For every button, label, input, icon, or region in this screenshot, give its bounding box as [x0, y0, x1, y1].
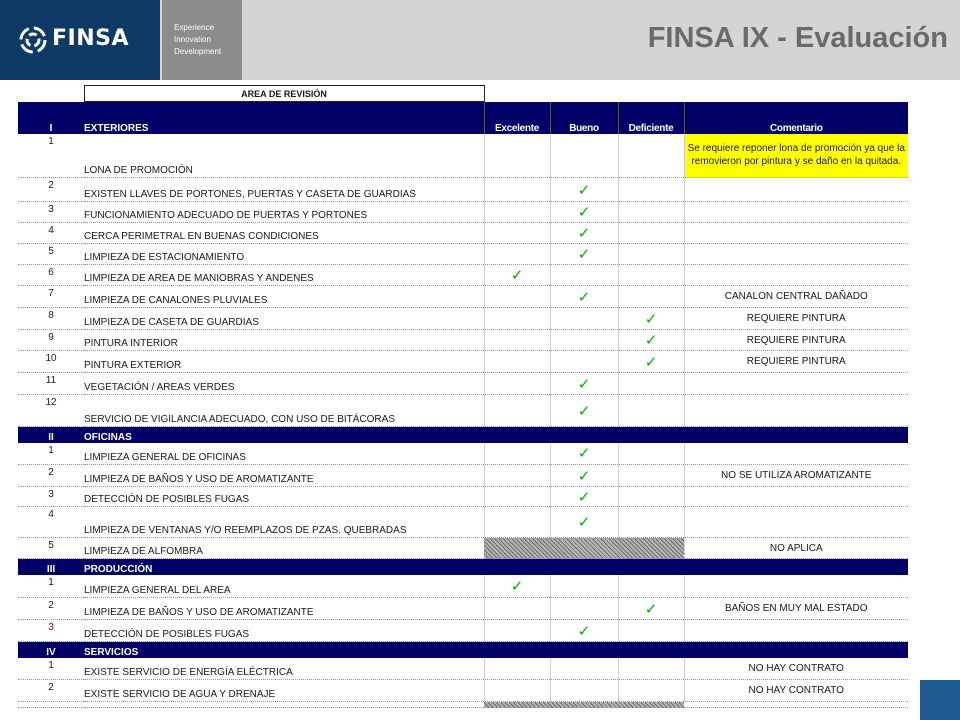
rating-cell-deficiente: [618, 395, 684, 427]
rating-cell-bueno: [550, 351, 618, 373]
item-description: EXISTE SERVICIO DE AGUA Y DRENAJE: [84, 680, 484, 702]
rating-cell-bueno: [550, 178, 618, 202]
item-number: 11: [18, 373, 84, 395]
item-comment: BAÑOS EN MUY MAL ESTADO: [684, 598, 908, 620]
check-icon: ✓: [577, 445, 591, 463]
not-applicable-cell: [484, 538, 684, 559]
item-description: EXISTE SERVICIO DE ENERGÍA ELÉCTRICA: [84, 658, 484, 680]
table-row: [18, 658, 908, 680]
table-row: [18, 286, 908, 308]
rating-cell-excelente: [484, 178, 550, 202]
item-comment: REQUIERE PINTURA: [684, 308, 908, 330]
rating-cell-deficiente: [618, 658, 684, 680]
item-number: 4: [18, 507, 84, 538]
item-number: 1: [18, 443, 84, 465]
table-row: [18, 465, 908, 487]
rating-cell-bueno: [550, 308, 618, 330]
rating-cell-deficiente: [618, 620, 684, 642]
rating-cell-bueno: [550, 202, 618, 223]
rating-cell-excelente: [484, 286, 550, 308]
item-comment: [684, 620, 908, 642]
check-icon: ✓: [577, 204, 591, 221]
rating-cell-bueno: [550, 507, 618, 538]
rating-cell-excelente: [484, 202, 550, 223]
rating-cell-excelente: [484, 575, 550, 598]
table-row: [18, 308, 908, 330]
item-description: LIMPIEZA DE CANALONES PLUVIALES: [84, 286, 484, 308]
item-description: VEGETACIÓN / AREAS VERDES: [84, 373, 484, 395]
item-description: LIMPIEZA DE VENTANAS Y/O REEMPLAZOS DE PZAS. QUEBRADAS: [84, 507, 484, 538]
item-comment: [684, 373, 908, 395]
check-icon: ✓: [644, 310, 658, 328]
item-comment: [684, 487, 908, 507]
table-row: [18, 620, 908, 642]
rating-cell-deficiente: [618, 598, 684, 620]
check-icon: ✓: [510, 267, 524, 284]
item-number: 7: [18, 286, 84, 308]
hatched-strip: [484, 702, 684, 708]
item-comment: [684, 575, 908, 598]
item-description: LIMPIEZA GENERAL DEL AREA: [84, 575, 484, 598]
item-number: 5: [18, 538, 84, 559]
rating-cell-excelente: [484, 373, 550, 395]
section-number: IV: [18, 642, 84, 658]
item-comment: NO HAY CONTRATO: [684, 680, 908, 702]
rating-cell-bueno: [550, 244, 618, 265]
rating-cell-deficiente: [618, 223, 684, 244]
rating-cell-bueno: [550, 443, 618, 465]
check-icon: ✓: [577, 467, 591, 485]
logo-text: FINSA: [52, 26, 129, 51]
item-comment: NO SE UTILIZA AROMATIZANTE: [684, 465, 908, 487]
item-comment: [684, 202, 908, 223]
item-number: 2: [18, 178, 84, 202]
tagline: [174, 22, 221, 58]
column-header-comentario: Comentario: [684, 102, 908, 134]
column-header-deficiente: Deficiente: [618, 102, 684, 134]
item-comment: REQUIERE PINTURA: [684, 351, 908, 373]
section-title: SERVICIOS: [84, 642, 484, 658]
rating-cell-deficiente: [618, 134, 684, 178]
rating-cell-deficiente: [618, 202, 684, 223]
item-description: LIMPIEZA DE BAÑOS Y USO DE AROMATIZANTE: [84, 598, 484, 620]
rating-cell-bueno: [550, 487, 618, 507]
evaluation-table: [18, 85, 908, 708]
item-comment: Se requiere reponer lona de promoción ya que la removieron por pintura y se daño en la quitada.: [684, 134, 908, 178]
rating-cell-deficiente: [618, 286, 684, 308]
section-row: [18, 427, 908, 443]
section-row: [18, 642, 908, 658]
rating-cell-bueno: [550, 575, 618, 598]
item-number: 1: [18, 658, 84, 680]
trailing-row: [18, 702, 908, 708]
rating-cell-bueno: [550, 373, 618, 395]
rating-cell-bueno: [550, 265, 618, 286]
table-row: [18, 680, 908, 702]
section-number: III: [18, 559, 84, 575]
item-number: 5: [18, 244, 84, 265]
item-description: LIMPIEZA DE ALFOMBRA: [84, 538, 484, 559]
rating-cell-excelente: [484, 680, 550, 702]
rating-cell-deficiente: [618, 178, 684, 202]
item-description: LIMPIEZA DE BAÑOS Y USO DE AROMATIZANTE: [84, 465, 484, 487]
rating-cell-deficiente: [618, 265, 684, 286]
rating-cell-deficiente: [618, 575, 684, 598]
table-row: [18, 134, 908, 178]
item-description: LIMPIEZA DE ESTACIONAMIENTO: [84, 244, 484, 265]
section-number: I: [18, 102, 84, 134]
check-icon: ✓: [577, 514, 591, 531]
check-icon: ✓: [577, 622, 591, 640]
rating-cell-deficiente: [618, 443, 684, 465]
rating-cell-bueno: [550, 658, 618, 680]
column-header-excelente: Excelente: [484, 102, 550, 134]
rating-cell-excelente: [484, 223, 550, 244]
item-number: 1: [18, 134, 84, 178]
item-comment: [684, 443, 908, 465]
item-number: 2: [18, 598, 84, 620]
check-icon: ✓: [644, 353, 658, 371]
table-row: [18, 178, 908, 202]
item-number: 6: [18, 265, 84, 286]
tagline-block: [162, 0, 242, 80]
rating-cell-bueno: [550, 286, 618, 308]
area-label: AREA DE REVISIÓN: [84, 86, 484, 102]
item-description: LONA DE PROMOCIÓN: [84, 134, 484, 178]
rating-cell-excelente: [484, 395, 550, 427]
check-icon: ✓: [577, 225, 591, 242]
tagline-line: Development: [174, 47, 222, 56]
rating-cell-excelente: [484, 351, 550, 373]
rating-cell-bueno: [550, 330, 618, 351]
rating-cell-excelente: [484, 487, 550, 507]
check-icon: ✓: [510, 577, 524, 595]
rating-cell-deficiente: [618, 244, 684, 265]
rating-cell-bueno: [550, 620, 618, 642]
table-row: [18, 223, 908, 244]
rating-cell-bueno: [550, 598, 618, 620]
rating-cell-deficiente: [618, 465, 684, 487]
item-number: 3: [18, 202, 84, 223]
rating-cell-excelente: [484, 330, 550, 351]
item-number: 2: [18, 465, 84, 487]
item-number: 3: [18, 620, 84, 642]
item-description: CERCA PERIMETRAL EN BUENAS CONDICIONES: [84, 223, 484, 244]
check-icon: ✓: [577, 181, 591, 199]
table-row: [18, 598, 908, 620]
table-row: [18, 575, 908, 598]
section-title: OFICINAS: [84, 427, 484, 443]
item-description: LIMPIEZA DE AREA DE MANIOBRAS Y ANDENES: [84, 265, 484, 286]
item-number: 10: [18, 351, 84, 373]
table-row: [18, 351, 908, 373]
item-comment: [684, 178, 908, 202]
rating-cell-excelente: [484, 658, 550, 680]
check-icon: ✓: [577, 488, 591, 506]
table-row: [18, 244, 908, 265]
page-title: FINSA IX - Evaluación: [647, 22, 948, 54]
item-comment: CANALON CENTRAL DAÑADO: [684, 286, 908, 308]
rating-cell-excelente: [484, 598, 550, 620]
rating-cell-deficiente: [618, 373, 684, 395]
rating-cell-deficiente: [618, 308, 684, 330]
item-number: 3: [18, 487, 84, 507]
item-comment: NO HAY CONTRATO: [684, 658, 908, 680]
item-description: PINTURA EXTERIOR: [84, 351, 484, 373]
rating-cell-bueno: [550, 134, 618, 178]
item-description: SERVICIO DE VIGILANCIA ADECUADO, CON USO DE BITÁCORAS: [84, 395, 484, 427]
item-number: 4: [18, 223, 84, 244]
check-icon: ✓: [577, 288, 591, 306]
area-row: [18, 86, 908, 102]
table-row: [18, 443, 908, 465]
rating-cell-excelente: [484, 620, 550, 642]
rating-cell-deficiente: [618, 487, 684, 507]
rating-cell-bueno: [550, 223, 618, 244]
item-description: DETECCIÓN DE POSIBLES FUGAS: [84, 487, 484, 507]
tagline-line: Innovation: [174, 35, 211, 44]
finsa-logo-icon: [18, 25, 48, 55]
item-number: 9: [18, 330, 84, 351]
rating-cell-excelente: [484, 443, 550, 465]
item-description: DETECCIÓN DE POSIBLES FUGAS: [84, 620, 484, 642]
item-number: 1: [18, 575, 84, 598]
table-row: [18, 538, 908, 559]
item-description: EXISTEN LLAVES DE PORTONES, PUERTAS Y CASETA DE GUARDIAS: [84, 178, 484, 202]
rating-cell-deficiente: [618, 330, 684, 351]
tagline-line: Experience: [174, 23, 215, 32]
table-row: [18, 487, 908, 507]
section-title: PRODUCCIÓN: [84, 559, 484, 575]
table-row: [18, 265, 908, 286]
header-bar: [0, 0, 960, 80]
table-row: [18, 202, 908, 223]
table-row: [18, 507, 908, 538]
check-icon: ✓: [577, 375, 591, 393]
check-icon: ✓: [644, 600, 658, 618]
rating-cell-bueno: [550, 465, 618, 487]
item-comment: [684, 265, 908, 286]
table-row: [18, 395, 908, 427]
item-number: 2: [18, 680, 84, 702]
item-number: 8: [18, 308, 84, 330]
table-row: [18, 330, 908, 351]
rating-cell-excelente: [484, 244, 550, 265]
rating-cell-bueno: [550, 680, 618, 702]
item-description: LIMPIEZA DE CASETA DE GUARDIAS: [84, 308, 484, 330]
item-comment: [684, 395, 908, 427]
column-header-bueno: Bueno: [550, 102, 618, 134]
check-icon: ✓: [577, 402, 591, 420]
item-comment: [684, 223, 908, 244]
item-number: 12: [18, 395, 84, 427]
rating-cell-deficiente: [618, 680, 684, 702]
corner-square: [920, 680, 960, 720]
table-row: [18, 373, 908, 395]
check-icon: ✓: [577, 246, 591, 263]
section-number: II: [18, 427, 84, 443]
rating-cell-deficiente: [618, 507, 684, 538]
item-comment: [684, 244, 908, 265]
rating-cell-excelente: [484, 134, 550, 178]
logo: [0, 0, 160, 80]
item-comment: REQUIERE PINTURA: [684, 330, 908, 351]
check-icon: ✓: [644, 332, 658, 349]
rating-cell-excelente: [484, 265, 550, 286]
section-row: [18, 102, 908, 134]
item-comment: [684, 507, 908, 538]
rating-cell-excelente: [484, 308, 550, 330]
item-description: PINTURA INTERIOR: [84, 330, 484, 351]
rating-cell-deficiente: [618, 351, 684, 373]
item-description: FUNCIONAMIENTO ADECUADO DE PUERTAS Y PORTONES: [84, 202, 484, 223]
rating-cell-excelente: [484, 507, 550, 538]
section-row: [18, 559, 908, 575]
item-description: LIMPIEZA GENERAL DE OFICINAS: [84, 443, 484, 465]
section-title: EXTERIORES: [84, 102, 484, 134]
rating-cell-excelente: [484, 465, 550, 487]
item-comment: NO APLICA: [684, 538, 908, 559]
rating-cell-bueno: [550, 395, 618, 427]
